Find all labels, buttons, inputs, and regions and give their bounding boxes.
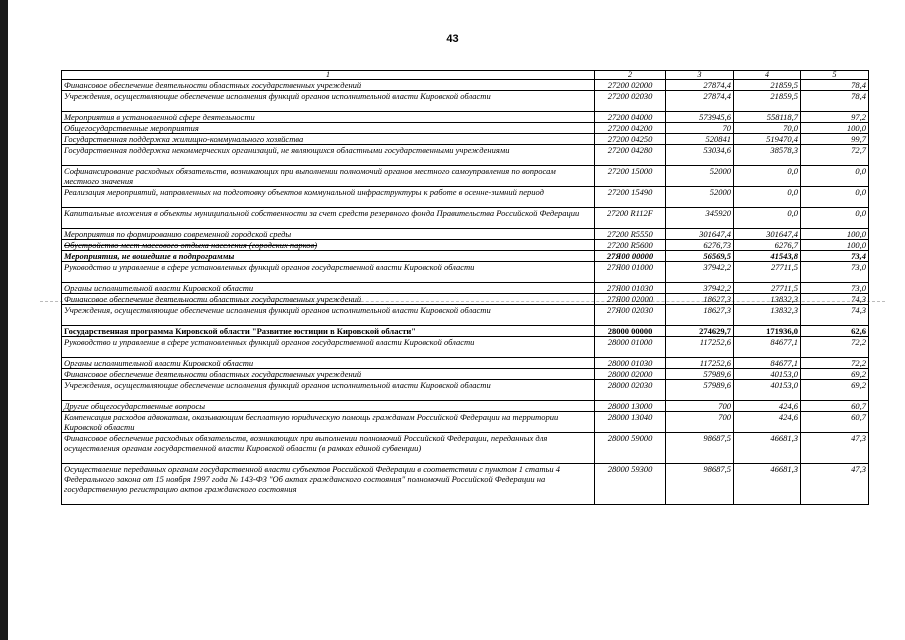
row-percent-cell: 73,4 [801,251,869,262]
row-plan-cell: 27874,4 [666,80,734,91]
row-actual-cell: 40153,0 [734,369,801,380]
row-name-cell: Капитальные вложения в объекты муниципальной собственности за счет средств резервного фонда Правительства Российской Федерации [62,208,595,229]
row-name-cell: Руководство и управление в сфере установленных функций органов государственной власти Кировской области [62,262,595,283]
table-row [62,123,869,134]
table-body [62,80,869,505]
row-actual-cell: 70,0 [734,123,801,134]
row-code-cell: 27200 R112F [595,208,666,229]
row-name-cell: Учреждения, осуществляющие обеспечение исполнения функций органов исполнительной власти Кировской области [62,380,595,401]
row-code-cell: 27Я00 02000 [595,294,666,305]
row-name-cell: Учреждения, осуществляющие обеспечение исполнения функций органов исполнительной власти Кировской области [62,91,595,112]
column-header: 2 [595,71,666,80]
row-actual-cell: 27711,5 [734,283,801,294]
row-name-cell: Мероприятия в установленной сфере деятельности [62,112,595,123]
column-header: 5 [801,71,869,80]
row-percent-cell: 0,0 [801,187,869,208]
row-plan-cell: 52000 [666,166,734,187]
row-code-cell: 27200 04000 [595,112,666,123]
row-code-cell: 27200 04280 [595,145,666,166]
row-code-cell: 27200 15490 [595,187,666,208]
row-percent-cell: 97,2 [801,112,869,123]
row-percent-cell: 47,3 [801,464,869,505]
scan-edge-bar [0,0,8,640]
table-row [62,369,869,380]
row-code-cell: 28000 02000 [595,369,666,380]
table-row [62,358,869,369]
table-row [62,80,869,91]
table-row [62,464,869,505]
row-plan-cell: 56569,5 [666,251,734,262]
row-actual-cell: 0,0 [734,208,801,229]
row-plan-cell: 18627,3 [666,305,734,326]
row-code-cell: 27200 15000 [595,166,666,187]
row-actual-cell: 13832,3 [734,305,801,326]
row-plan-cell: 70 [666,123,734,134]
row-name-cell: Мероприятия по формированию современной городской среды [62,229,595,240]
row-actual-cell: 519470,4 [734,134,801,145]
row-actual-cell: 46681,3 [734,464,801,505]
row-actual-cell: 84677,1 [734,358,801,369]
row-actual-cell: 21859,5 [734,80,801,91]
page-number: 43 [446,33,459,45]
row-code-cell: 27Я00 01000 [595,262,666,283]
row-name-cell: Органы исполнительной власти Кировской области [62,358,595,369]
row-plan-cell: 37942,2 [666,262,734,283]
table-row [62,380,869,401]
row-code-cell: 28000 59000 [595,433,666,464]
column-header: 4 [734,71,801,80]
row-plan-cell: 57989,6 [666,369,734,380]
row-name-cell: Финансовое обеспечение расходных обязательств, возникающих при выполнении полномочий Российской Федерации, переданных для осуществления органам государственной власти Кировской области (в рамках единой субвенции) [62,433,595,464]
row-plan-cell: 117252,6 [666,358,734,369]
row-percent-cell: 62,6 [801,326,869,337]
row-code-cell: 27200 02000 [595,80,666,91]
table-row [62,294,869,305]
table-row [62,166,869,187]
row-name-cell: Реализация мероприятий, направленных на подготовку объектов коммунальной инфраструктуры к работе в осенне-зимний период [62,187,595,208]
row-percent-cell: 0,0 [801,208,869,229]
row-percent-cell: 100,0 [801,123,869,134]
row-actual-cell: 0,0 [734,166,801,187]
row-actual-cell: 21859,5 [734,91,801,112]
row-plan-cell: 274629,7 [666,326,734,337]
row-actual-cell: 41543,8 [734,251,801,262]
table-row [62,229,869,240]
row-percent-cell: 74,3 [801,305,869,326]
column-header: 1 [62,71,595,80]
table-row [62,262,869,283]
row-percent-cell: 100,0 [801,240,869,251]
row-percent-cell: 100,0 [801,229,869,240]
table-row [62,240,869,251]
table-row [62,433,869,464]
table-row [62,412,869,433]
row-name-cell: Софинансирование расходных обязательств, возникающих при выполнении полномочий органов местного самоуправления по вопросам местного значения [62,166,595,187]
row-plan-cell: 700 [666,401,734,412]
row-percent-cell: 99,7 [801,134,869,145]
row-plan-cell: 57989,6 [666,380,734,401]
row-name-cell: Руководство и управление в сфере установленных функций органов государственной власти Кировской области [62,337,595,358]
table-row [62,134,869,145]
row-code-cell: 28000 01030 [595,358,666,369]
row-name-cell: Финансовое обеспечение деятельности областных государственных учреждений [62,369,595,380]
row-name-cell: Мероприятия, не вошедшие в подпрограммы [62,251,595,262]
row-percent-cell: 60,7 [801,412,869,433]
row-plan-cell: 520841 [666,134,734,145]
row-actual-cell: 6276,7 [734,240,801,251]
row-percent-cell: 72,2 [801,337,869,358]
row-code-cell: 27200 R5550 [595,229,666,240]
row-plan-cell: 345920 [666,208,734,229]
row-percent-cell: 73,0 [801,262,869,283]
row-plan-cell: 98687,5 [666,433,734,464]
row-percent-cell: 74,3 [801,294,869,305]
row-name-cell: Государственная программа Кировской области "Развитие юстиции в Кировской области" [62,326,595,337]
table-row [62,145,869,166]
row-percent-cell: 47,3 [801,433,869,464]
row-code-cell: 28000 13000 [595,401,666,412]
row-name-cell: Государственная поддержка некоммерческих организаций, не являющихся областными государственными учреждениями [62,145,595,166]
row-percent-cell: 73,0 [801,283,869,294]
row-plan-cell: 52000 [666,187,734,208]
row-actual-cell: 558118,7 [734,112,801,123]
row-plan-cell: 98687,5 [666,464,734,505]
row-code-cell: 27200 02030 [595,91,666,112]
row-name-cell: Компенсация расходов адвокатам, оказывающим бесплатную юридическую помощь гражданам Российской Федерации на территории Кировской области [62,412,595,433]
row-plan-cell: 53034,6 [666,145,734,166]
table-row [62,112,869,123]
table-row [62,187,869,208]
table-row [62,91,869,112]
row-name-cell: Учреждения, осуществляющие обеспечение исполнения функций органов исполнительной власти Кировской области [62,305,595,326]
row-code-cell: 27200 04200 [595,123,666,134]
row-percent-cell: 69,2 [801,369,869,380]
row-code-cell: 28000 01000 [595,337,666,358]
row-name-cell: Осуществление переданных органам государственной власти субъектов Российской Федерации в соответствии с пунктом 1 статьи 4 Федерального закона от 15 ноября 1997 года № 143-ФЗ "Об актах гражданского состояния" полномочий Российской Федерации на государственную регистрацию актов гражданского состояния [62,464,595,505]
row-code-cell: 28000 13040 [595,412,666,433]
row-percent-cell: 78,4 [801,80,869,91]
row-percent-cell: 78,4 [801,91,869,112]
row-code-cell: 28000 59300 [595,464,666,505]
row-plan-cell: 573945,6 [666,112,734,123]
table-row [62,305,869,326]
row-code-cell: 27Я00 00000 [595,251,666,262]
row-actual-cell: 424,6 [734,401,801,412]
row-actual-cell: 40153,0 [734,380,801,401]
row-percent-cell: 72,7 [801,145,869,166]
table-row [62,208,869,229]
row-actual-cell: 46681,3 [734,433,801,464]
row-actual-cell: 0,0 [734,187,801,208]
row-percent-cell: 72,2 [801,358,869,369]
table-row [62,401,869,412]
row-actual-cell: 27711,5 [734,262,801,283]
row-name-cell: Финансовое обеспечение деятельности областных государственных учреждений [62,80,595,91]
row-actual-cell: 38578,3 [734,145,801,166]
table-header-row [62,71,869,80]
row-name-cell: Финансовое обеспечение деятельности областных государственных учреждений [62,294,595,305]
row-plan-cell: 117252,6 [666,337,734,358]
row-name-cell: Общегосударственные мероприятия [62,123,595,134]
row-name-cell: Другие общегосударственные вопросы [62,401,595,412]
column-header: 3 [666,71,734,80]
row-code-cell: 27Я00 01030 [595,283,666,294]
table-row [62,326,869,337]
row-plan-cell: 301647,4 [666,229,734,240]
row-actual-cell: 13832,3 [734,294,801,305]
row-name-cell: Обустройство мест массового отдыха населения (городских парков) [62,240,595,251]
row-plan-cell: 6276,73 [666,240,734,251]
row-name-cell: Органы исполнительной власти Кировской области [62,283,595,294]
row-actual-cell: 301647,4 [734,229,801,240]
row-code-cell: 27Я00 02030 [595,305,666,326]
row-plan-cell: 27874,4 [666,91,734,112]
table-row [62,283,869,294]
budget-table [61,70,869,505]
row-percent-cell: 60,7 [801,401,869,412]
row-code-cell: 28000 02030 [595,380,666,401]
row-code-cell: 27200 04250 [595,134,666,145]
row-percent-cell: 0,0 [801,166,869,187]
table-row [62,337,869,358]
row-plan-cell: 37942,2 [666,283,734,294]
row-percent-cell: 69,2 [801,380,869,401]
row-code-cell: 28000 00000 [595,326,666,337]
row-name-cell: Государственная поддержка жилищно-коммунального хозяйства [62,134,595,145]
row-plan-cell: 18627,3 [666,294,734,305]
row-actual-cell: 171936,0 [734,326,801,337]
row-actual-cell: 84677,1 [734,337,801,358]
table-row [62,251,869,262]
row-plan-cell: 700 [666,412,734,433]
row-actual-cell: 424,6 [734,412,801,433]
row-code-cell: 27200 R5600 [595,240,666,251]
